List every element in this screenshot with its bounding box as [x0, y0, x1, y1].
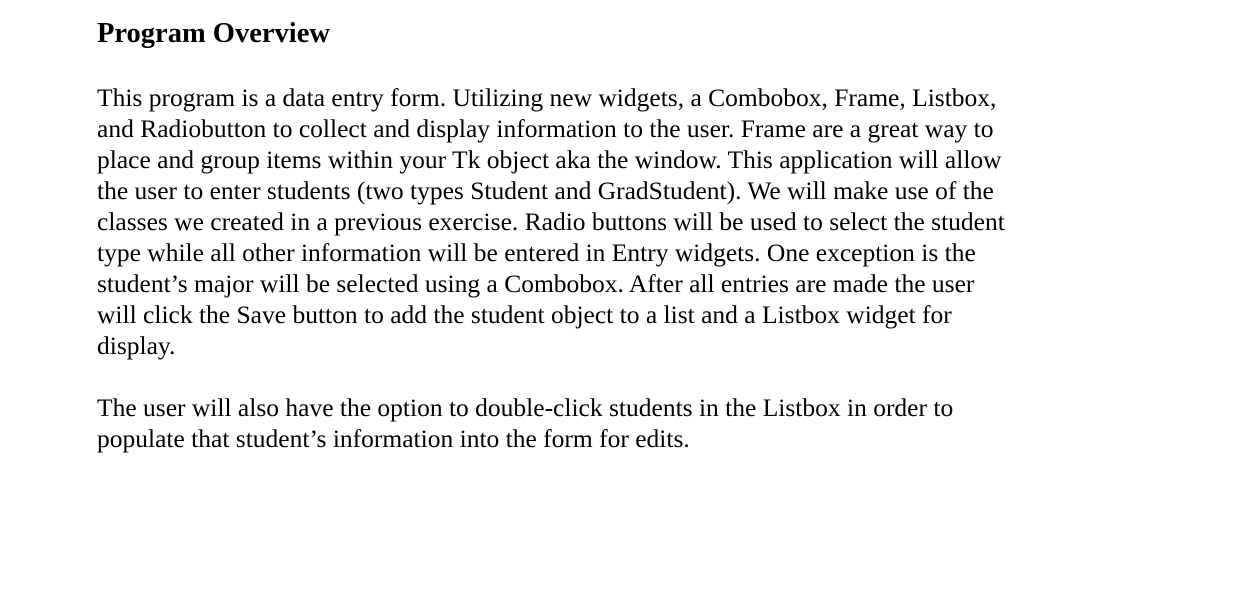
overview-paragraph — [97, 82, 1072, 361]
page-title: Program Overview — [97, 18, 330, 49]
paragraph-line: student’s major will be selected using a Combobox. After all entries are made the user — [97, 269, 975, 298]
paragraph-line: classes we created in a previous exercise. Radio buttons will be used to select the student — [97, 207, 1005, 236]
paragraph-line: type while all other information will be entered in Entry widgets. One exception is the — [97, 238, 976, 267]
double-click-paragraph — [97, 392, 1072, 454]
paragraph-line: display. — [97, 331, 176, 360]
paragraph-line: This program is a data entry form. Utilizing new widgets, a Combobox, Frame, Listbox, — [97, 83, 997, 112]
document-page — [97, 14, 1072, 454]
paragraph-line: place and group items within your Tk object aka the window. This application will allow — [97, 145, 1002, 174]
paragraph-line: and Radiobutton to collect and display information to the user. Frame are a great way to — [97, 114, 994, 143]
paragraph-line: will click the Save button to add the student object to a list and a Listbox widget for — [97, 300, 952, 329]
paragraph-line: the user to enter students (two types Student and GradStudent). We will make use of the — [97, 176, 994, 205]
paragraph-line: The user will also have the option to double-click students in the Listbox in order to — [97, 393, 954, 422]
paragraph-line: populate that student’s information into the form for edits. — [97, 424, 690, 453]
